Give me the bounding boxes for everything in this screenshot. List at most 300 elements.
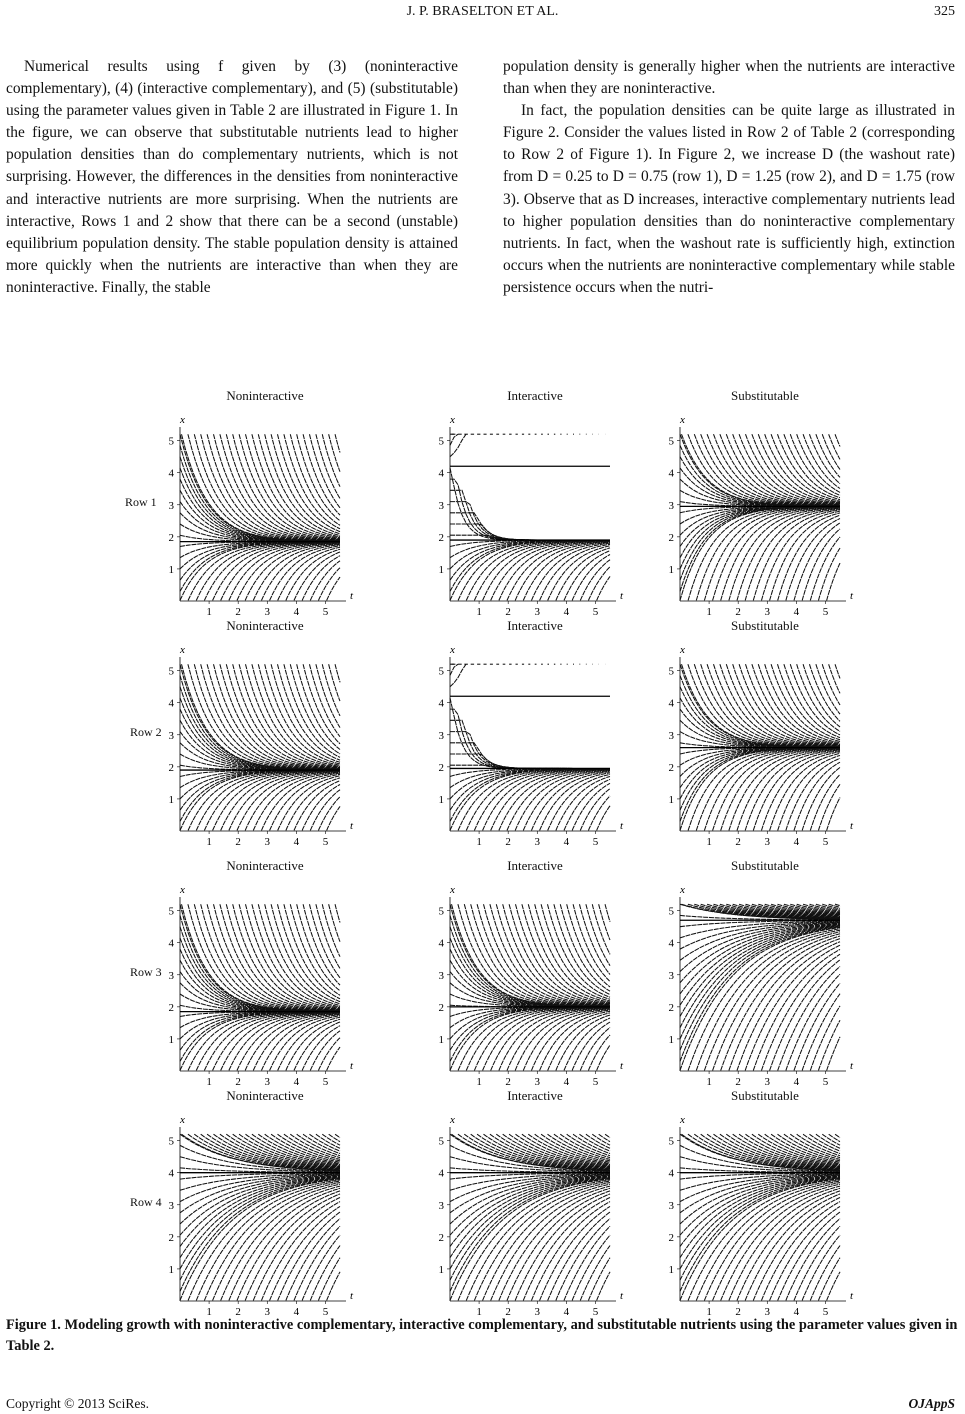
solution-curve [245, 1013, 340, 1070]
x-tick-label: 4 [793, 606, 800, 618]
solution-curve [704, 932, 840, 1071]
journal-name: OJAppS [908, 1396, 955, 1411]
y-axis-label: x [680, 1114, 685, 1126]
solution-curve [694, 434, 840, 506]
x-tick-label: 4 [293, 836, 300, 848]
x-tick-label: 1 [706, 1306, 712, 1318]
solution-curve [770, 753, 840, 830]
y-tick-label: 1 [168, 793, 174, 806]
solution-curve [827, 1272, 840, 1301]
solution-curve [599, 1134, 610, 1141]
solution-curve [450, 743, 610, 769]
solution-curve [180, 457, 340, 542]
solution-curves [680, 904, 840, 1070]
y-tick-label: 3 [668, 729, 674, 742]
x-tick-label: 4 [563, 1306, 570, 1318]
y-tick-label: 2 [668, 1001, 674, 1014]
solution-curve [204, 1183, 340, 1301]
x-tick-label: 4 [563, 1076, 570, 1088]
x-tick-label: 3 [264, 836, 271, 848]
solution-curves [180, 904, 340, 1070]
y-tick-label: 2 [168, 1001, 174, 1014]
x-tick-label: 4 [293, 1076, 300, 1088]
y-tick-label: 3 [168, 499, 174, 512]
y-axis-label: x [680, 884, 685, 896]
solution-curve [327, 806, 340, 830]
x-axis-label: t [850, 820, 854, 832]
solution-curve [707, 434, 840, 506]
panel-title: Interactive [507, 1088, 563, 1103]
y-tick-label: 4 [168, 467, 174, 480]
solution-curve [540, 544, 610, 600]
x-tick-label: 3 [764, 1076, 771, 1088]
x-tick-label: 1 [476, 836, 482, 848]
y-tick-label: 1 [438, 563, 444, 576]
y-tick-label: 3 [668, 499, 674, 512]
solution-curve [464, 904, 610, 1006]
solution-curve [327, 577, 340, 600]
x-tick-label: 5 [822, 606, 829, 618]
x-tick-label: 5 [822, 836, 829, 848]
solution-curve [483, 1184, 610, 1300]
solution-curve [466, 1007, 610, 1070]
solution-curve [270, 774, 340, 830]
panel-title: Interactive [507, 618, 563, 633]
solution-curve [245, 543, 340, 600]
solution-curve [491, 541, 610, 601]
y-tick-label: 5 [668, 1135, 674, 1148]
y-tick-label: 4 [438, 1167, 444, 1180]
y-tick-label: 3 [438, 969, 444, 982]
solution-curve [188, 1180, 340, 1301]
solution-curve [450, 479, 610, 540]
solution-curve [564, 1226, 610, 1300]
y-tick-label: 3 [168, 729, 174, 742]
panel-title: Substitutable [731, 388, 799, 403]
x-tick-label: 2 [735, 606, 741, 618]
y-tick-label: 3 [168, 969, 174, 982]
solution-curve [597, 806, 610, 831]
solution-curve [316, 434, 340, 498]
panel-title: Noninteractive [226, 388, 304, 403]
y-tick-label: 3 [668, 969, 674, 982]
y-tick-label: 3 [438, 1199, 444, 1212]
solution-curve [221, 771, 340, 831]
solution-curve [523, 542, 610, 600]
x-tick-label: 2 [735, 1306, 741, 1318]
solution-curve [713, 1184, 840, 1300]
solution-curve [680, 664, 840, 747]
solution-curve [688, 1180, 840, 1301]
solution-curve [329, 664, 340, 701]
x-axis-label: t [850, 1290, 854, 1302]
y-tick-label: 2 [438, 1001, 444, 1014]
solution-curve [573, 1134, 610, 1153]
solution-curve [803, 1134, 840, 1153]
solution-curve [329, 1134, 340, 1141]
solution-curve [680, 748, 840, 810]
panel-title: Interactive [507, 858, 563, 873]
solution-curve [220, 664, 340, 769]
x-tick-label: 1 [476, 1306, 482, 1318]
direction-field-panel [650, 871, 854, 1088]
solution-curve [182, 904, 341, 1011]
x-axis-label: t [620, 820, 624, 832]
solution-curve [829, 434, 840, 459]
solution-curve [265, 904, 340, 1005]
y-axis-label: x [450, 884, 455, 896]
solution-curve [540, 1011, 610, 1070]
y-axis-label: x [450, 1114, 455, 1126]
y-axis-label: x [680, 414, 685, 426]
solution-curve [180, 542, 340, 601]
solution-curve [589, 567, 611, 601]
y-tick-label: 2 [438, 761, 444, 774]
x-tick-label: 1 [706, 836, 712, 848]
y-tick-label: 1 [168, 1263, 174, 1276]
solution-curve [316, 904, 340, 968]
y-tick-label: 4 [668, 1167, 674, 1180]
solution-curve [597, 1272, 610, 1301]
y-tick-label: 4 [438, 697, 444, 710]
y-tick-label: 5 [438, 1135, 444, 1148]
y-tick-label: 5 [168, 1135, 174, 1148]
solution-curve [597, 1045, 610, 1070]
direction-field-panel [420, 871, 624, 1088]
solution-curve [770, 513, 840, 601]
x-tick-label: 1 [206, 836, 212, 848]
solution-curve [829, 1134, 840, 1141]
direction-field-panel [420, 401, 624, 618]
figure-1 [100, 383, 860, 1318]
solution-curve [597, 576, 610, 600]
x-tick-label: 4 [793, 1306, 800, 1318]
y-tick-label: 5 [668, 905, 674, 918]
solution-curve [450, 502, 610, 540]
solution-curve [827, 1037, 840, 1071]
solution-curve [835, 1134, 840, 1137]
x-tick-label: 5 [322, 836, 329, 848]
x-axis-label: t [350, 1060, 354, 1072]
solution-curves [450, 1134, 610, 1300]
y-tick-label: 1 [668, 563, 674, 576]
solution-curve [450, 434, 458, 445]
solution-curve [721, 507, 840, 600]
x-tick-label: 1 [206, 1306, 212, 1318]
solution-curve [794, 1226, 840, 1300]
solution-curve [688, 507, 840, 601]
y-axis-label: x [180, 1114, 185, 1126]
x-tick-label: 4 [793, 836, 800, 848]
solution-curves [450, 664, 610, 830]
solution-curve [327, 1047, 340, 1070]
direction-field-panel [420, 1101, 624, 1318]
solution-curve [180, 770, 340, 830]
solution-curve [680, 927, 840, 1061]
x-tick-label: 2 [735, 1076, 741, 1088]
y-tick-label: 1 [668, 1033, 674, 1046]
y-tick-label: 2 [438, 1231, 444, 1244]
y-tick-label: 4 [168, 1167, 174, 1180]
x-tick-label: 5 [592, 1306, 599, 1318]
panel-title: Substitutable [731, 618, 799, 633]
x-tick-label: 1 [206, 606, 212, 618]
y-tick-label: 4 [668, 467, 674, 480]
solution-curves [450, 904, 610, 1070]
solution-curve [490, 904, 610, 1006]
solution-curve [599, 904, 610, 940]
x-tick-label: 4 [293, 1306, 300, 1318]
solution-curve [680, 923, 840, 972]
solution-curve [556, 548, 610, 601]
solution-curve [182, 434, 341, 541]
solution-curve [605, 904, 610, 922]
solution-curve [265, 434, 340, 535]
y-axis-label: x [180, 644, 185, 656]
solution-curve [180, 1012, 340, 1071]
x-tick-label: 1 [206, 1076, 212, 1088]
x-axis-label: t [350, 820, 354, 832]
solution-curve [713, 507, 840, 600]
solution-curve [450, 535, 610, 540]
y-tick-label: 2 [438, 531, 444, 544]
row-label: Row 2 [130, 725, 162, 739]
solution-curve [720, 664, 840, 747]
figure-caption: Figure 1. Modeling growth with noninteractive complementary, interactive complementary, and substitutable nutrients using the parameter values given in Table 2. [6, 1317, 958, 1354]
y-tick-label: 2 [168, 761, 174, 774]
solution-curve [827, 798, 840, 831]
solution-curve [680, 748, 840, 831]
panel-title: Noninteractive [226, 618, 304, 633]
solution-curve [450, 664, 458, 675]
solution-curve [450, 434, 466, 457]
x-axis-label: t [350, 590, 354, 602]
y-axis-label: x [450, 414, 455, 426]
x-tick-label: 1 [476, 606, 482, 618]
x-tick-label: 5 [822, 1306, 829, 1318]
solution-curve [450, 709, 610, 768]
solution-curve [810, 1006, 840, 1071]
x-tick-label: 1 [706, 1076, 712, 1088]
panel-title: Substitutable [731, 858, 799, 873]
solution-curve [720, 434, 840, 505]
direction-field-panel [650, 1101, 854, 1318]
y-tick-label: 3 [668, 1199, 674, 1212]
solution-curve [680, 507, 840, 592]
solution-curve [450, 664, 466, 687]
panel-title: Noninteractive [226, 858, 304, 873]
y-tick-label: 4 [438, 467, 444, 480]
solution-curve [713, 934, 840, 1071]
y-tick-label: 2 [668, 1231, 674, 1244]
solution-curve [540, 773, 610, 831]
solution-curve [335, 904, 340, 922]
solution-curve [220, 904, 340, 1010]
body-paragraph: In fact, the population densities can be quite large as illustrated in Figure 2. Consider the values listed in Row 2 of Table 2 (corresponding to Row 2 of Figure 1). In Figure 2, we increase D (the washout rate) from D = 0.25 to D = 0.75 (row 1), D = 1.25 (row 2), and D = 1.75 (row 3). Observe that as D increases, interactive complementary nutrients lead to higher population densities than do noninteractive complementary nutrients. In fact, when the washout rate is sufficiently high, extinction occurs when the nutrients are noninteractive complementary while stable persistence occurs when the nutri- [503, 102, 955, 296]
direction-field-panel [150, 871, 354, 1088]
y-tick-label: 5 [438, 665, 444, 678]
solution-curve [258, 664, 340, 765]
solution-curve [180, 434, 340, 541]
solution-curve [794, 983, 840, 1070]
panel-title: Noninteractive [226, 1088, 304, 1103]
direction-field-panel [650, 401, 854, 618]
row-label: Row 3 [130, 965, 162, 979]
y-axis-label: x [680, 644, 685, 656]
copyright-notice: Copyright © 2013 SciRes. [6, 1396, 150, 1411]
solution-curve [450, 769, 610, 831]
x-tick-label: 3 [764, 1306, 771, 1318]
solution-curves [450, 434, 610, 600]
x-axis-label: t [620, 590, 624, 602]
x-tick-label: 3 [534, 1306, 541, 1318]
x-axis-label: t [850, 590, 854, 602]
x-axis-label: t [350, 1290, 354, 1302]
y-axis-label: x [450, 644, 455, 656]
x-tick-label: 3 [534, 606, 541, 618]
solution-curve [303, 1134, 340, 1153]
solution-curve [194, 664, 340, 769]
solution-curve [329, 434, 340, 472]
y-tick-label: 4 [168, 697, 174, 710]
body-paragraph: Numerical results using f given by (3) (noninteractive complementary), (4) (interactive complementary), and (5) (substitutable) using the parameter values given in Table 2 are illustrated in Figure 1. In the figure, we can observe that substitutable nutrients lead to higher population densities than do complementary nutrients, which is not surprising. However, the differences in the densities from noninteractive and interactive nutrients are more surprising. When the nutrients are interactive, Rows 1 and 2 show that there can be a second (unstable) equilibrium population density. The stable population density is attained more quickly when the nutrients are interactive than when they are noninteractive. Finally, the stable [6, 58, 458, 296]
solution-curve [450, 732, 610, 769]
solution-curve [294, 1226, 340, 1300]
solution-curve [286, 778, 340, 831]
x-tick-label: 2 [235, 1306, 241, 1318]
direction-field-panel [150, 401, 354, 618]
x-tick-label: 3 [764, 606, 771, 618]
x-axis-label: t [850, 1060, 854, 1072]
x-tick-label: 2 [505, 1076, 511, 1088]
y-tick-label: 1 [168, 563, 174, 576]
y-tick-label: 5 [668, 435, 674, 448]
solution-curve [220, 434, 340, 540]
solution-curve [491, 1008, 610, 1071]
solution-curves [180, 1134, 340, 1300]
x-tick-label: 1 [706, 606, 712, 618]
solution-curve [319, 568, 341, 601]
y-tick-label: 4 [168, 937, 174, 950]
x-tick-label: 2 [735, 836, 741, 848]
x-tick-label: 5 [322, 1306, 329, 1318]
y-tick-label: 1 [438, 1033, 444, 1046]
solution-curve [605, 1134, 610, 1137]
running-title: J. P. BRASELTON ET AL. [406, 4, 559, 19]
y-tick-label: 5 [438, 905, 444, 918]
y-tick-label: 2 [668, 761, 674, 774]
row-label: Row 1 [125, 495, 157, 509]
y-tick-label: 4 [668, 937, 674, 950]
x-tick-label: 5 [322, 1076, 329, 1088]
solution-curve [458, 1180, 610, 1301]
solution-curve [491, 769, 610, 830]
right-column [503, 56, 955, 299]
y-tick-label: 3 [438, 499, 444, 512]
solution-curve [474, 1183, 610, 1301]
solution-curve [450, 540, 610, 600]
x-tick-label: 5 [592, 1076, 599, 1088]
solution-curve [270, 1016, 340, 1071]
solution-curve [704, 1183, 840, 1301]
panel-title: Substitutable [731, 1088, 799, 1103]
solution-curve [816, 664, 840, 714]
x-axis-label: t [620, 1290, 624, 1302]
solution-curve [180, 904, 340, 1011]
solution-curves [680, 1134, 840, 1300]
page-number: 325 [934, 4, 955, 19]
solution-curve [335, 664, 340, 682]
y-tick-label: 5 [668, 665, 674, 678]
x-tick-label: 2 [235, 1076, 241, 1088]
y-tick-label: 5 [168, 665, 174, 678]
solution-curve [573, 904, 610, 981]
y-tick-label: 3 [438, 729, 444, 742]
solution-curves [180, 664, 340, 830]
y-tick-label: 4 [668, 697, 674, 710]
x-tick-label: 3 [264, 1306, 271, 1318]
solution-curve [790, 664, 840, 735]
x-tick-label: 4 [793, 1076, 800, 1088]
solution-curve [680, 507, 840, 601]
direction-field-panel [150, 631, 354, 848]
solution-curve [721, 749, 840, 831]
solution-curve [450, 513, 610, 540]
solution-curve [329, 904, 340, 942]
x-tick-label: 2 [505, 1306, 511, 1318]
y-tick-label: 2 [668, 531, 674, 544]
direction-field-panel [150, 1101, 354, 1318]
solution-curve [835, 664, 840, 678]
solution-curve [450, 468, 610, 540]
solution-curve [835, 434, 840, 446]
solution-curve [450, 904, 610, 1006]
solution-curve [680, 926, 840, 1028]
x-tick-label: 2 [505, 606, 511, 618]
x-tick-label: 5 [592, 836, 599, 848]
x-tick-label: 2 [235, 606, 241, 618]
solution-curve [335, 1134, 340, 1137]
x-tick-label: 2 [235, 836, 241, 848]
y-tick-label: 1 [668, 1263, 674, 1276]
x-tick-label: 3 [264, 606, 271, 618]
solution-curve [726, 434, 840, 505]
y-tick-label: 2 [168, 531, 174, 544]
x-tick-label: 5 [592, 606, 599, 618]
y-axis-label: x [180, 414, 185, 426]
y-tick-label: 5 [168, 435, 174, 448]
y-tick-label: 3 [168, 1199, 174, 1212]
solution-curve [319, 1038, 341, 1071]
solution-curve [450, 698, 610, 769]
solution-curve [319, 797, 341, 831]
x-tick-label: 1 [476, 1076, 482, 1088]
solution-curve [688, 929, 840, 1071]
solution-curve [213, 1184, 340, 1300]
solution-curves [680, 434, 840, 600]
row-label: Row 4 [130, 1195, 162, 1209]
x-tick-label: 4 [293, 606, 300, 618]
solution-curve [270, 546, 340, 601]
solution-curve [829, 664, 840, 693]
page-header [0, 4, 965, 26]
x-tick-label: 5 [822, 1076, 829, 1088]
x-tick-label: 3 [764, 836, 771, 848]
x-tick-label: 3 [264, 1076, 271, 1088]
y-axis-label: x [180, 884, 185, 896]
solution-curves [180, 434, 340, 600]
direction-field-panel [420, 631, 624, 848]
